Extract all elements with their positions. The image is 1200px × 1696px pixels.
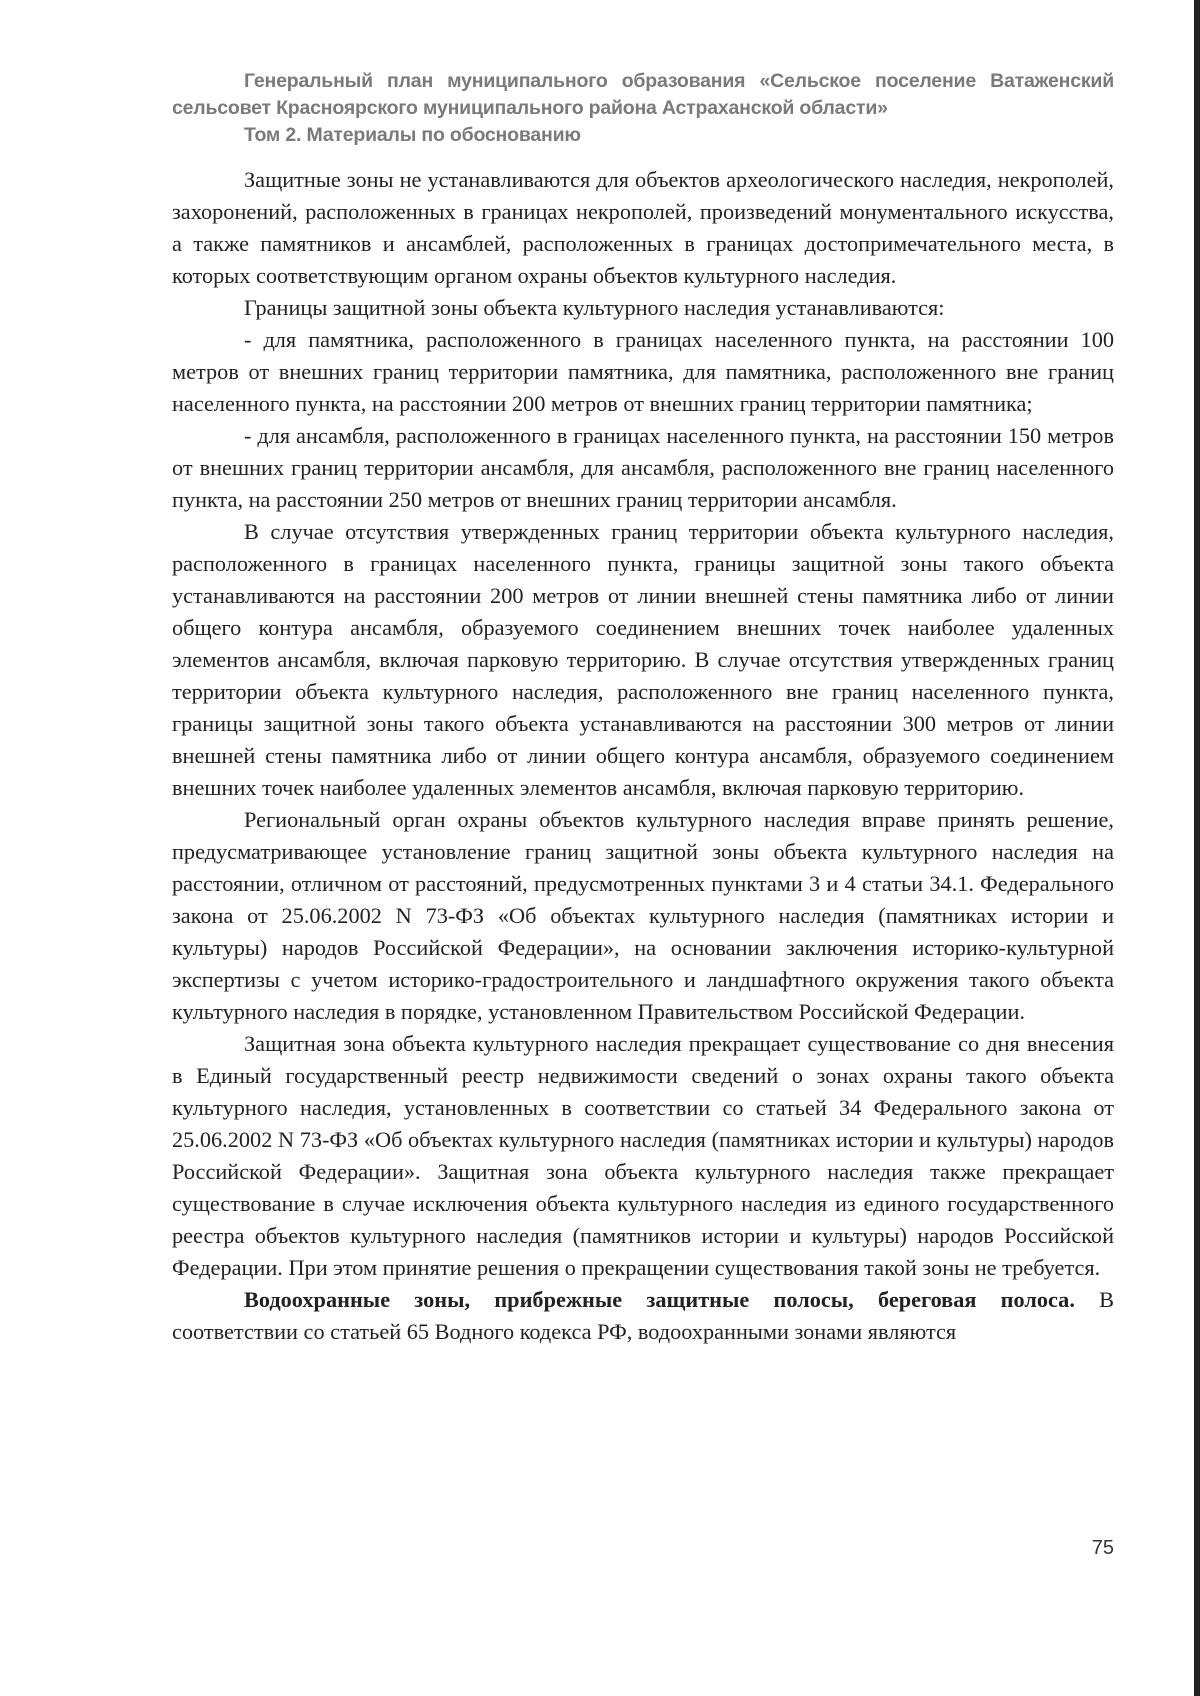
water-zones-text: В соответствии со статьей 65 Водного кодекса РФ, водоохранными зонами являются	[172, 1287, 1114, 1344]
paragraph-no-approved-borders: В случае отсутствия утвержденных границ территории объекта культурного наследия, расположенного в границах населенного пункта, границы защитной зоны такого объекта устанавливаются на расстоянии 200 метров от линии внешней стены памятника либо от линии общего контура ансамбля, образуемого соединением внешних точек наиболее удаленных элементов ансамбля, включая парковую территорию. В случае отсутствия утвержденных границ территории объекта культурного наследия, расположенного вне границ населенного пункта, границы защитной зоны такого объекта устанавливаются на расстоянии 300 метров от линии внешней стены памятника либо от линии общего контура ансамбля, образуемого соединением внешних точек наиболее удаленных элементов ансамбля, включая парковую территорию.	[172, 519, 1114, 800]
paragraph-regional-authority: Региональный орган охраны объектов культурного наследия вправе принять решение, предусматривающее установление границ защитной зоны объекта культурного наследия на расстоянии, отличном от расстояний, предусмотренных пунктами 3 и 4 статьи 34.1. Федерального закона от 25.06.2002 N 73-ФЗ «Об объектах культурного наследия (памятниках истории и культуры) народов Российской Федерации», на основании заключения историко-культурной экспертизы с учетом историко-градостроительного и ландшафтного окружения такого объекта культурного наследия в порядке, установленном Правительством Российской Федерации.	[172, 807, 1114, 1024]
paragraph-ensemble-distance: - для ансамбля, расположенного в границах населенного пункта, на расстоянии 150 метров от внешних границ территории ансамбля, для ансамбля, расположенного вне границ населенного пункта, на расстоянии 250 метров от внешних границ территории ансамбля.	[172, 423, 1114, 512]
paragraph-zone-borders-intro: Границы защитной зоны объекта культурного наследия устанавливаются:	[244, 295, 945, 320]
paragraph-water-protection-zones	[172, 1284, 1114, 1348]
page-number: 75	[1091, 1537, 1114, 1559]
header-title: Генеральный план муниципального образования «Сельское поселение Ватаженский сельсовет Красноярского муниципального района Астраханской области»	[172, 70, 1114, 119]
paragraph-protective-zones-exceptions: Защитные зоны не устанавливаются для объектов археологического наследия, некрополей, захоронений, расположенных в границах некрополей, произведений монументального искусства, а также памятников и ансамблей, расположенных в границах достопримечательного места, в которых соответствующим органом охраны объектов культурного наследия.	[172, 167, 1114, 288]
water-zones-heading: Водоохранные зоны, прибрежные защитные полосы, береговая полоса.	[244, 1287, 1075, 1312]
paragraph-monument-distance: - для памятника, расположенного в границах населенного пункта, на расстоянии 100 метров от внешних границ территории памятника, для памятника, расположенного вне границ населенного пункта, на расстоянии 200 метров от внешних границ территории памятника;	[172, 327, 1114, 416]
page-edge-border	[1194, 0, 1200, 1696]
header-volume: Том 2. Материалы по обоснованию	[244, 124, 581, 146]
document-body	[172, 164, 1114, 1348]
document-header	[172, 68, 1114, 149]
paragraph-zone-termination: Защитная зона объекта культурного наследия прекращает существование со дня внесения в Единый государственный реестр недвижимости сведений о зонах охраны такого объекта культурного наследия, установленных в соответствии со статьей 34 Федерального закона от 25.06.2002 N 73-ФЗ «Об объектах культурного наследия (памятниках истории и культуры) народов Российской Федерации». Защитная зона объекта культурного наследия также прекращает существование в случае исключения объекта культурного наследия из единого государственного реестра объектов культурного наследия (памятников истории и культуры) народов Российской Федерации. При этом принятие решения о прекращении существования такой зоны не требуется.	[172, 1031, 1114, 1280]
